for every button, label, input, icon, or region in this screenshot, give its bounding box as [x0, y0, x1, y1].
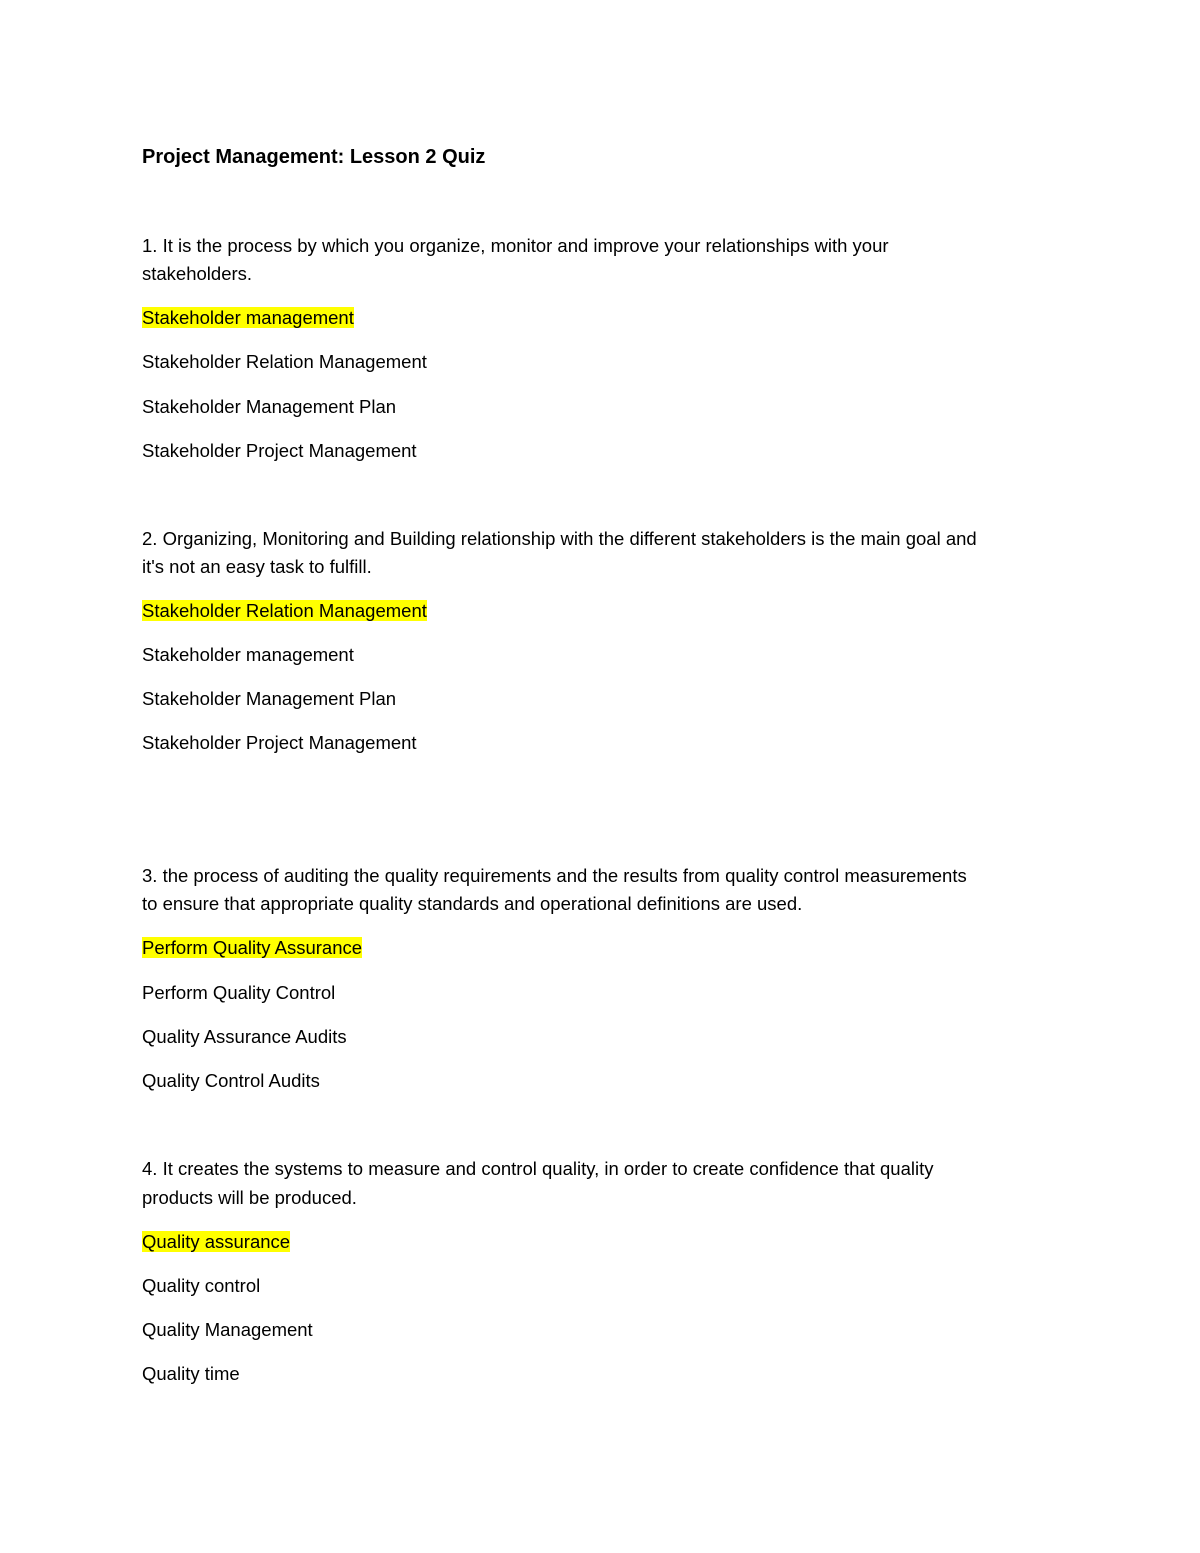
question-3-option: Quality Control Audits	[142, 1070, 320, 1091]
question-4-text-line-2: products will be produced.	[142, 1187, 357, 1208]
question-1-answer	[142, 306, 354, 330]
question-4-option: Quality control	[142, 1275, 261, 1296]
question-3-option: Quality Assurance Audits	[142, 1026, 347, 1047]
highlighted-answer: Stakeholder Relation Management	[142, 600, 427, 621]
question-2-text-line-2: it's not an easy task to fulfill.	[142, 556, 372, 577]
highlighted-answer: Perform Quality Assurance	[142, 937, 363, 958]
question-1-option: Stakeholder Project Management	[142, 440, 417, 461]
question-4-answer	[142, 1230, 290, 1254]
question-2-answer	[142, 599, 427, 623]
question-3-text-line-1: 3. the process of auditing the quality requirements and the results from quality control measurements	[142, 865, 967, 886]
question-1-text-line-2: stakeholders.	[142, 263, 253, 284]
question-3-answer	[142, 936, 362, 960]
question-4-option: Quality time	[142, 1363, 240, 1384]
question-2-option: Stakeholder Project Management	[142, 732, 417, 753]
highlighted-answer: Quality assurance	[142, 1231, 291, 1252]
question-3-option: Perform Quality Control	[142, 982, 336, 1003]
question-1-option: Stakeholder Management Plan	[142, 396, 397, 417]
question-2-text-line-1: 2. Organizing, Monitoring and Building relationship with the different stakeholders is the main goal and	[142, 528, 977, 549]
question-1-text-line-1: 1. It is the process by which you organize, monitor and improve your relationships with your	[142, 235, 889, 256]
question-4-text-line-1: 4. It creates the systems to measure and control quality, in order to create confidence that quality	[142, 1158, 934, 1179]
page-title: Project Management: Lesson 2 Quiz	[142, 146, 486, 168]
question-3-text-line-2: to ensure that appropriate quality standards and operational definitions are used.	[142, 893, 803, 914]
question-2-option: Stakeholder management	[142, 644, 354, 665]
highlighted-answer: Stakeholder management	[142, 307, 354, 328]
question-2-option: Stakeholder Management Plan	[142, 688, 397, 709]
question-4-option: Quality Management	[142, 1319, 313, 1340]
question-1-option: Stakeholder Relation Management	[142, 351, 427, 372]
